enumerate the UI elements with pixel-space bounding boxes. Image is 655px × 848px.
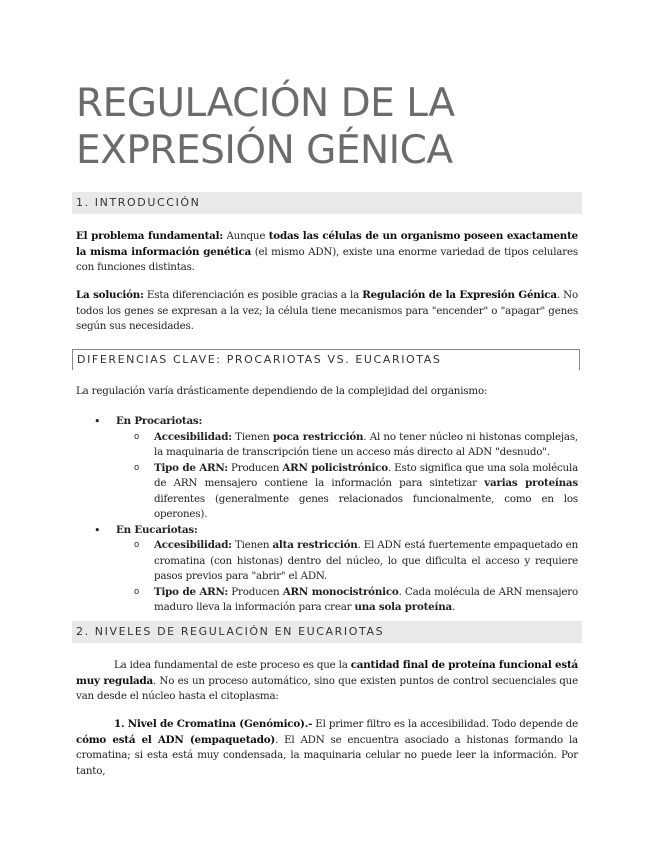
text: . <box>452 601 456 613</box>
eucariotas-label: En Eucariotas: <box>116 523 198 536</box>
arn-label: Tipo de ARN: <box>154 585 228 598</box>
text: El primer filtro es la accesibilidad. Todo depende de <box>312 718 578 730</box>
problema-label: El problema fundamental: <box>76 230 223 242</box>
paragraph-problema <box>76 229 578 276</box>
accesibilidad-label: Accesibilidad: <box>154 430 232 443</box>
text: . Al no tener núcleo ni histonas complejas, la maquinaria de transcripción tiene un acceso más directo al ADN "desnudo". <box>154 430 579 458</box>
list-item-eucariotas <box>76 523 578 616</box>
paragraph-nivel-cromatina <box>76 717 578 779</box>
accesibilidad-label: Accesibilidad: <box>154 539 232 551</box>
bold-text: cómo está el ADN (empaquetado) <box>76 733 276 746</box>
section-2-heading: 2. NIVELES DE REGULACIÓN EN EUCARIOTAS <box>72 621 582 643</box>
bold-text: poca restricción <box>272 430 364 443</box>
problema-text-2: (el mismo ADN), existe una enorme variedad de tipos celulares con funciones distintas. <box>76 245 578 273</box>
solucion-bold-1: Regulación de la Expresión Génica <box>362 289 557 301</box>
list-item-eucariotas-arn <box>116 585 578 616</box>
text: . Esto significa que una sola molécula de ARN mensajero contiene la información para sintetizar <box>154 461 579 489</box>
solucion-label: La solución: <box>76 289 144 301</box>
text: . No es un proceso automático, sino que existen puntos de control secuenciales que van desde el núcleo hasta el citoplasma: <box>76 674 579 702</box>
subsection-heading: DIFERENCIAS CLAVE: PROCARIOTAS VS. EUCARIOTAS <box>72 349 580 370</box>
solucion-text-2: . No todos los genes se expresan a la vez; la célula tiene mecanismos para "encender" o "apagar" genes según sus necesidades. <box>76 289 578 332</box>
diferencias-list <box>76 414 578 616</box>
procariotas-label: En Procariotas: <box>116 415 203 427</box>
bold-text: alta restricción <box>272 539 358 551</box>
arn-label: Tipo de ARN: <box>154 461 228 474</box>
title-line-1: REGULACIÓN DE LA <box>76 81 455 126</box>
problema-text-1: Aunque <box>222 230 269 242</box>
paragraph-intro-diferencias: La regulación varía drásticamente dependiendo de la complejidad del organismo: <box>76 385 488 397</box>
bold-text: cantidad final de proteína funcional está muy regulada <box>76 659 578 687</box>
text: . El ADN se encuentra asociado a histonas formando la cromatina; si esta está muy condensada, la maquinaria celular no puede leer la información. Por tanto, <box>76 733 578 777</box>
bold-text: ARN monocistrónico <box>282 585 399 598</box>
text: Producen <box>227 585 283 598</box>
text: diferentes (generalmente genes relacionados funcionalmente, como en los operones). <box>154 492 578 520</box>
page-title <box>76 80 455 174</box>
bold-text: varias proteínas <box>484 477 578 489</box>
text: Producen <box>227 461 283 474</box>
text: . Cada molécula de ARN mensajero maduro lleva la información para crear <box>154 585 579 613</box>
list-item-eucariotas-accesibilidad <box>116 538 578 585</box>
text: Tienen <box>231 539 273 551</box>
bold-text: una sola proteína <box>354 601 452 613</box>
bold-text: ARN policistrónico <box>282 461 388 474</box>
problema-bold-1: todas las células de un organismo poseen exactamente la misma información genética <box>76 230 579 258</box>
nivel-cromatina-label: 1. Nivel de Cromatina (Genómico).- <box>114 718 313 730</box>
section-1-heading: 1. INTRODUCCIÓN <box>72 192 582 214</box>
text: La idea fundamental de este proceso es que la <box>114 659 351 671</box>
solucion-text-1: Esta diferenciación es posible gracias a la <box>143 289 363 301</box>
title-line-2: EXPRESIÓN GÉNICA <box>76 128 453 173</box>
paragraph-idea-fundamental <box>76 658 578 705</box>
text: Tienen <box>231 430 273 443</box>
procariotas-sublist <box>116 430 578 523</box>
list-item-procariotas-accesibilidad <box>116 430 578 461</box>
list-item-procariotas-arn <box>116 461 578 523</box>
list-item-procariotas <box>76 414 578 523</box>
eucariotas-sublist <box>116 538 578 616</box>
paragraph-solucion <box>76 288 578 335</box>
text: . El ADN está fuertemente empaquetado en cromatina (con histonas) dentro del núcleo, lo que dificulta el acceso y requiere pasos previos para "abrir" el ADN. <box>154 539 578 582</box>
